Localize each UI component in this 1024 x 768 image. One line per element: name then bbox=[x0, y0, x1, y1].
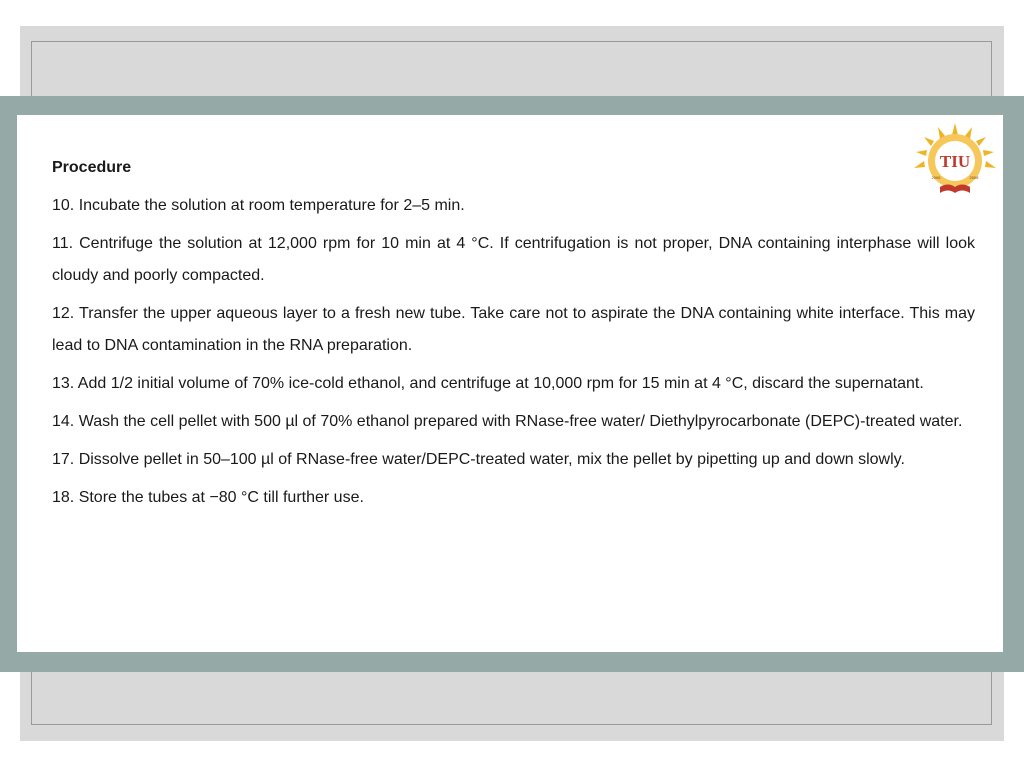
step-13: 13. Add 1/2 initial volume of 70% ice-cold ethanol, and centrifuge at 10,000 rpm for 15 min at 4 °C, discard the supernatant. bbox=[52, 375, 924, 392]
step-11: 11. Centrifuge the solution at 12,000 rpm for 10 min at 4 °C. If centrifugation is not proper, DNA containing interphase will look cloudy and poorly compacted. bbox=[52, 235, 975, 284]
logo-year-left: 2006 bbox=[931, 175, 941, 180]
procedure-heading: Procedure bbox=[52, 159, 132, 176]
step-10: 10. Incubate the solution at room temperature for 2–5 min. bbox=[52, 197, 465, 214]
procedure-text bbox=[52, 152, 975, 520]
step-18: 18. Store the tubes at −80 °C till further use. bbox=[52, 489, 364, 506]
step-17: 17. Dissolve pellet in 50–100 µl of RNase-free water/DEPC-treated water, mix the pellet by pipetting up and down slowly. bbox=[52, 451, 905, 468]
university-logo-icon bbox=[910, 121, 1000, 201]
step-14: 14. Wash the cell pellet with 500 µl of 70% ethanol prepared with RNase-free water/ Diethylpyrocarbonate (DEPC)-treated water. bbox=[52, 413, 963, 430]
logo-acronym: TIU bbox=[939, 152, 971, 171]
content-panel bbox=[17, 115, 1003, 652]
step-12: 12. Transfer the upper aqueous layer to a fresh new tube. Take care not to aspirate the DNA containing white interface. This may lead to DNA contamination in the RNA preparation. bbox=[52, 305, 975, 354]
logo-year-right: 2008 bbox=[969, 175, 979, 180]
